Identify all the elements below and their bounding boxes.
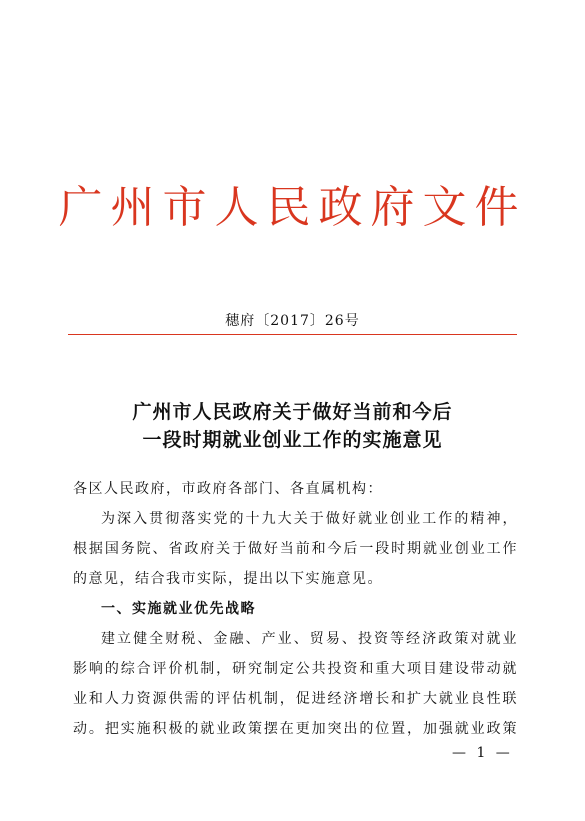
red-header-title: 广州市人民政府文件 xyxy=(58,182,527,233)
paragraph-1-line: 为深入贯彻落实党的十九大关于做好就业创业工作的精神， xyxy=(101,511,518,527)
paragraph-2-line: 建立健全财税、金融、产业、贸易、投资等经济政策对就业 xyxy=(101,631,518,647)
salutation: 各区人民政府，市政府各部门、各直属机构： xyxy=(73,481,383,497)
red-separator-line xyxy=(68,334,517,335)
paragraph-2-line: 影响的综合评价机制，研究制定公共投资和重大项目建设带动就 xyxy=(73,661,518,677)
document-title xyxy=(0,398,585,454)
document-title-line-1: 广州市人民政府关于做好当前和今后 xyxy=(132,401,453,423)
document-title-line-2: 一段时期就业创业工作的实施意见 xyxy=(142,429,443,451)
paragraph-1-line: 的意见，结合我市实际，提出以下实施意见。 xyxy=(73,571,383,587)
paragraph-1-line: 根据国务院、省政府关于做好当前和今后一段时期就业创业工作 xyxy=(73,541,518,557)
paragraph-2-line: 动。把实施积极的就业政策摆在更加突出的位置，加强就业政策 xyxy=(73,721,518,737)
document-number: 穗府〔2017〕26号 xyxy=(225,313,360,329)
page-number: — 1 — xyxy=(452,745,513,761)
paragraph-1 xyxy=(73,504,518,594)
paragraph-2-line: 业和人力资源供需的评估机制，促进经济增长和扩大就业良性联 xyxy=(73,691,518,707)
section-heading-1: 一、实施就业优先战略 xyxy=(101,601,256,617)
paragraph-2 xyxy=(73,624,518,744)
